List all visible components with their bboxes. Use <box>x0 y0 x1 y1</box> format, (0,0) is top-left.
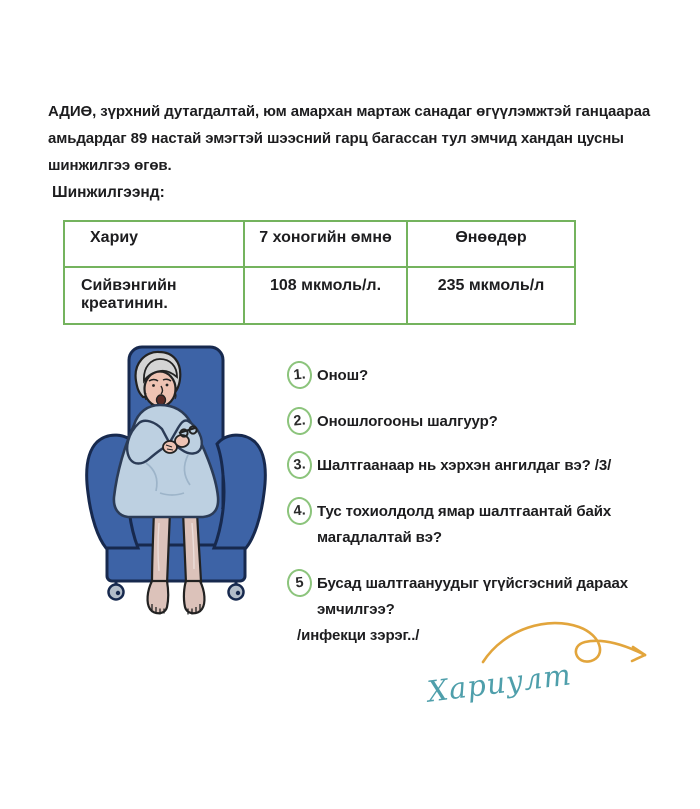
question-number-badge: 1. <box>286 360 313 390</box>
question-text: Шалтгаанаар нь хэрхэн ангилдаг вэ? /3/ <box>317 457 612 474</box>
analysis-label: Шинжилгээнд: <box>52 184 165 201</box>
table-cell-today: 235 мкмоль/л <box>437 277 545 294</box>
question-text: Онош? <box>317 367 369 384</box>
table-cell-seven-days-ago: 108 мкмоль/л. <box>245 268 408 323</box>
question-text: Тус тохиолдолд ямар шалтгаантай байх магадлалтай вэ? <box>317 503 612 546</box>
table-header-cell: Өнөөдөр <box>408 222 574 268</box>
question-item <box>287 406 685 435</box>
question-item <box>287 450 685 479</box>
table-cell-test: Сийвэнгийн креатинин. <box>65 268 245 323</box>
lab-results-table <box>63 220 576 325</box>
table-header-cell: Хариу <box>65 222 245 268</box>
question-number-badge: 3. <box>286 450 313 480</box>
question-number-badge: 4. <box>286 496 313 526</box>
question-text-main: Бусад шалтгаануудыг үгүйсгэсний дараах эмчилгээ? <box>317 575 628 618</box>
table-header-cell: 7 хоногийн өмнө <box>245 222 408 268</box>
question-item <box>287 496 685 551</box>
handwritten-answer-label: Хариулт <box>425 657 574 709</box>
patient-illustration <box>76 341 276 619</box>
question-number-badge: 5 <box>286 568 313 598</box>
question-number-badge: 2. <box>286 406 313 436</box>
case-description: АДИӨ, зүрхний дутагдалтай, юм амархан мартаж санадаг өгүүлэмжтэй ганцаараа амьдардаг 89 настай эмэгтэй шээсний гарц багассан тул эмчид хандан цусны шинжилгээ өгөв. <box>48 103 651 174</box>
question-text: Оношлогооны шалгуур? <box>317 413 498 430</box>
question-note: /инфекци зэрэг../ <box>297 627 420 644</box>
answer-arrow-icon <box>477 614 657 676</box>
question-item <box>287 360 685 389</box>
